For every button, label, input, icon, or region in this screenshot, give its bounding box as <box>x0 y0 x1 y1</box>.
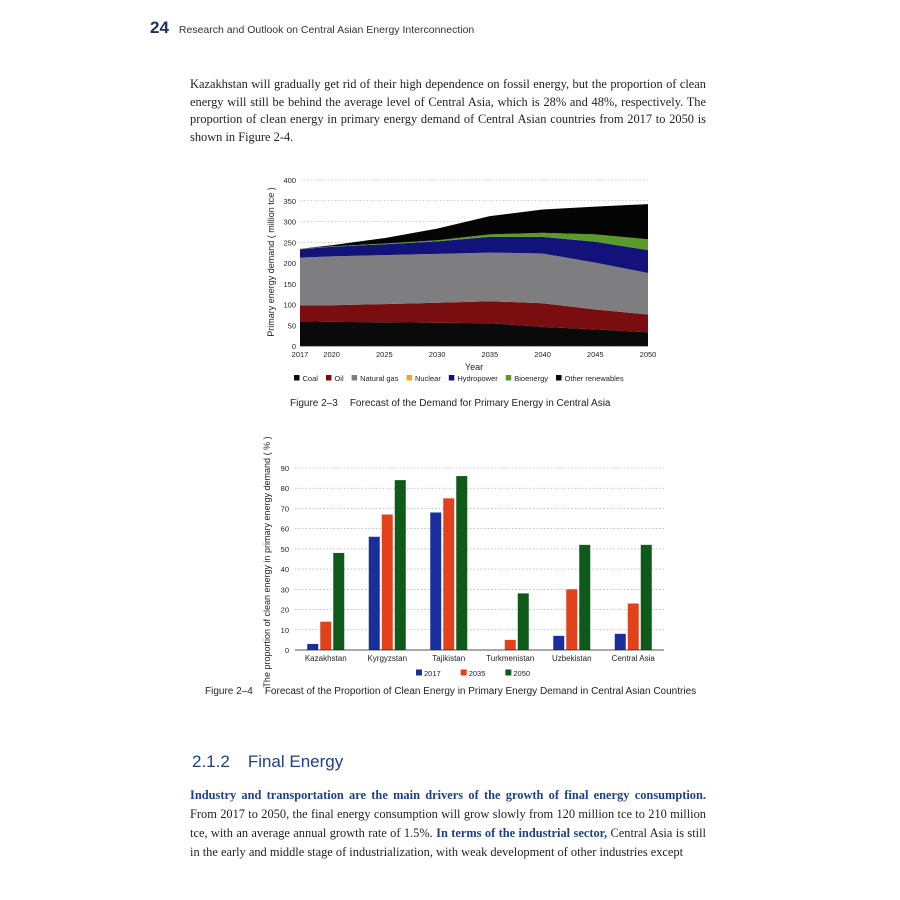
fig3-legend-swatch <box>449 375 455 381</box>
figure-2-4-caption <box>205 686 696 697</box>
fig3-legend-label: Natural gas <box>360 374 399 383</box>
lead-sentence: Industry and transportation are the main drivers of the growth of final energy consumption. <box>190 788 706 802</box>
fig4-y-tick-label: 80 <box>280 484 289 494</box>
fig4-y-tick-label: 90 <box>280 464 289 473</box>
fig4-bar-2017 <box>369 537 380 650</box>
section-title: Final Energy <box>247 752 344 771</box>
fig4-category-label: Kazakhstan <box>304 654 347 663</box>
fig4-category-label: Kyrgyzstan <box>367 654 408 663</box>
fig3-x-tick-label: 2025 <box>376 350 393 359</box>
fig4-legend-swatch <box>461 670 467 676</box>
fig4-y-tick-label: 60 <box>280 524 289 534</box>
fig4-y-tick-label: 40 <box>280 565 289 575</box>
final-energy-paragraph <box>190 786 706 862</box>
fig4-bar-2050 <box>333 553 344 650</box>
fig4-y-tick-label: 0 <box>284 646 289 655</box>
fig4-category-label: Tajikistan <box>432 654 466 663</box>
fig3-legend-label: Other renewables <box>564 374 624 383</box>
paragraph-text-1: From 2017 to 2050, the final energy consumption will grow slowly from 120 million tce to 210 million tce, with an average annual growth rate of 1.5%. <box>190 807 706 840</box>
fig4-bar-2050 <box>395 480 406 650</box>
figure-2-4-number: Figure 2–4 <box>205 686 253 697</box>
fig4-bar-2017 <box>307 644 318 650</box>
fig3-legend-label: Hydropower <box>457 374 498 383</box>
intro-paragraph: Kazakhstan will gradually get rid of their high dependence on fossil energy, but the proportion of clean energy will still be behind the average level of Central Asia, which is 28% and 48%, respectively. The proportion of clean energy in primary energy demand of Central Asian countries from 2017 to 2050 is shown in Figure 2-4. <box>190 77 706 144</box>
primary-energy-area-chart <box>0 0 900 420</box>
fig3-y-tick-label: 400 <box>283 176 296 185</box>
page-number: 24 <box>150 18 169 37</box>
figure-2-4-text: Forecast of the Proportion of Clean Energy in Primary Energy Demand in Central Asian Countries <box>264 686 697 697</box>
fig3-y-tick-label: 250 <box>283 238 296 248</box>
fig4-y-tick-label: 10 <box>280 625 289 635</box>
fig4-legend <box>416 669 530 678</box>
fig4-bar-2035 <box>566 589 577 650</box>
fig4-category-label: Uzbekistan <box>551 654 592 663</box>
fig3-legend-swatch <box>294 375 300 381</box>
fig3-x-tick-label: 2050 <box>639 350 657 359</box>
fig4-bar-2050 <box>456 476 467 650</box>
fig4-y-tick-label: 70 <box>280 504 289 514</box>
fig3-x-tick-label: 2030 <box>428 350 446 359</box>
fig4-y-axis-label: The proportion of clean energy in primary energy demand ( % ) <box>262 436 272 688</box>
fig4-legend-swatch <box>416 670 422 676</box>
fig4-legend-label: 2035 <box>468 669 486 678</box>
fig3-legend-swatch <box>352 375 358 381</box>
fig3-y-axis-label: Primary energy demand ( million tce ) <box>266 187 276 337</box>
fig3-x-tick-label: 2040 <box>534 350 551 359</box>
fig4-y-tick-label: 50 <box>280 544 289 554</box>
fig3-x-tick-label: 2020 <box>323 350 340 359</box>
fig3-x-axis-label: Year <box>464 362 484 372</box>
fig4-y-tick-label: 20 <box>280 605 289 615</box>
fig3-x-tick-label: 2035 <box>481 350 499 359</box>
figure-2-3-caption <box>290 398 610 409</box>
figure-2-3-number: Figure 2–3 <box>290 398 338 409</box>
fig4-bar-2050 <box>518 593 529 650</box>
fig3-y-tick-label: 300 <box>283 217 296 227</box>
fig4-category-label: Central Asia <box>611 654 655 663</box>
fig4-category-label: Turkmenistan <box>486 654 535 663</box>
paragraph-text-2: Central Asia is still in the early and middle stage of industrialization, with weak development of other industries except <box>190 826 706 859</box>
fig4-legend-label: 2050 <box>513 669 531 678</box>
fig3-y-tick-label: 350 <box>283 196 296 206</box>
fig3-y-tick-label: 50 <box>287 321 296 331</box>
fig3-x-tick-label: 2045 <box>586 350 604 359</box>
fig3-legend-swatch <box>406 375 412 381</box>
fig3-y-tick-label: 150 <box>283 279 296 289</box>
section-heading <box>192 752 343 772</box>
fig4-bar-2035 <box>628 603 639 650</box>
fig3-legend-swatch <box>556 375 562 381</box>
fig3-legend-swatch <box>326 375 332 381</box>
figure-2-3-text: Forecast of the Demand for Primary Energy in Central Asia <box>349 398 611 409</box>
fig4-bar-2035 <box>320 622 331 650</box>
fig3-legend <box>294 374 624 383</box>
fig4-bar-2017 <box>430 512 441 650</box>
fig3-x-tick-label: 2017 <box>291 350 309 359</box>
fig3-legend-label: Coal <box>302 374 318 383</box>
fig3-legend-label: Bioenergy <box>514 374 549 383</box>
fig4-y-tick-label: 30 <box>280 585 289 595</box>
fig4-bar-2017 <box>553 636 564 650</box>
fig3-legend-label: Nuclear <box>414 374 441 383</box>
section-number: 2.1.2 <box>192 752 230 771</box>
fig4-bar-2035 <box>382 515 393 650</box>
fig4-bar-2035 <box>443 498 454 650</box>
fig4-legend-label: 2017 <box>424 669 441 678</box>
fig3-legend-label: Oil <box>334 374 344 383</box>
fig3-y-tick-label: 100 <box>283 300 296 310</box>
running-title: Research and Outlook on Central Asian Energy Interconnection <box>178 24 475 36</box>
industrial-sector-emphasis: In terms of the industrial sector, <box>436 826 608 840</box>
fig3-legend-swatch <box>506 375 512 381</box>
fig4-bar-2050 <box>579 545 590 650</box>
fig3-y-tick-label: 200 <box>283 259 296 268</box>
fig4-bar-2050 <box>641 545 652 650</box>
fig4-bar-2017 <box>615 634 626 650</box>
fig3-y-tick-label: 0 <box>291 342 296 351</box>
fig4-bar-2035 <box>505 640 516 650</box>
fig4-legend-swatch <box>505 670 511 676</box>
